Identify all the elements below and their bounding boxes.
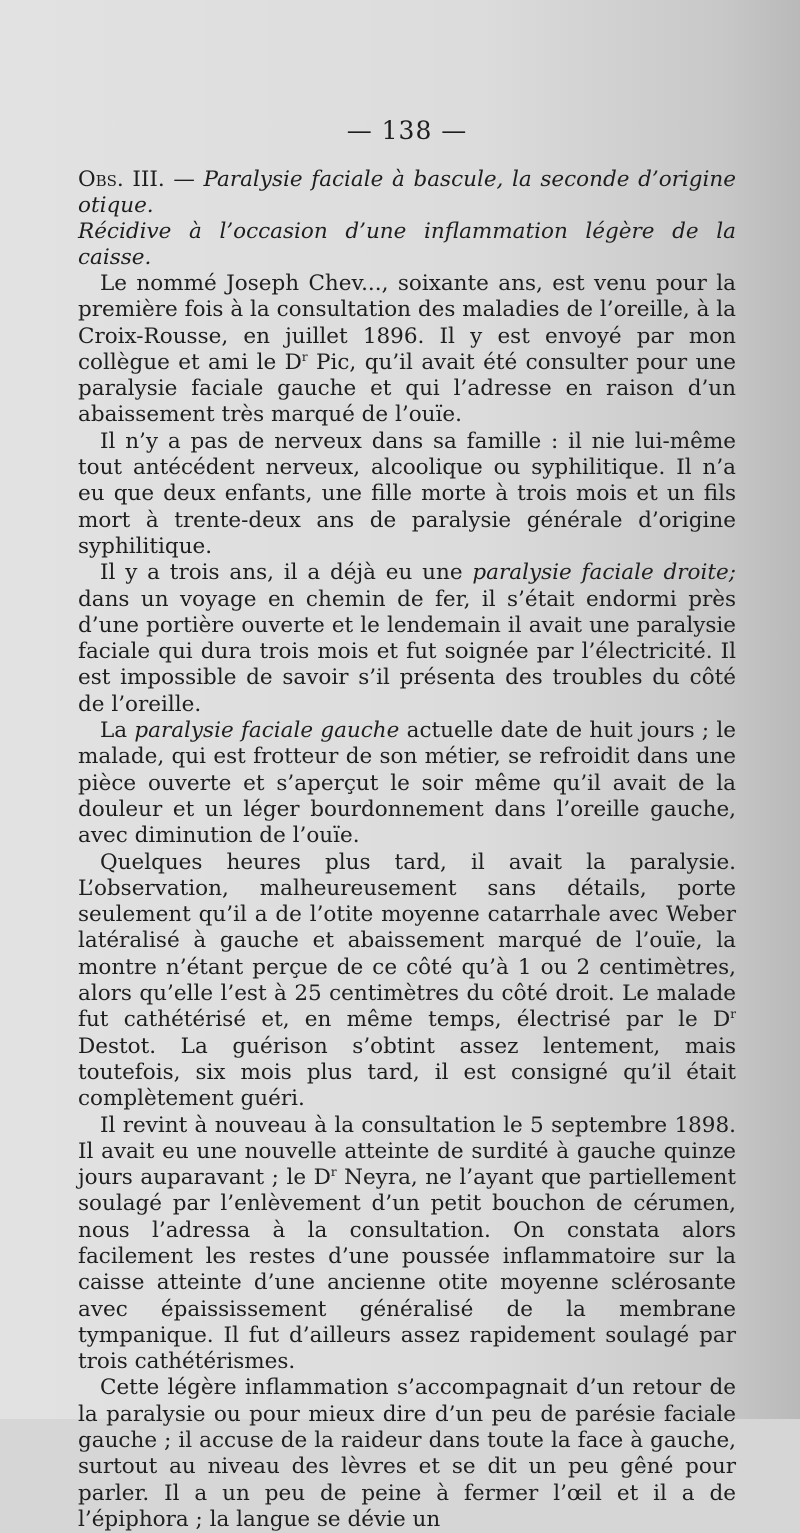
text-segment: Neyra, ne l’ayant que partiellement soulagé par l’enlèvement d’un petit bouchon de cérumen, nous l’adressa à la consultation. On constata alors facilement les restes d’une poussée inflammatoire sur la caisse atteinte d’une ancienne otite moyenne sclérosante avec épaississement généralisé de la membrane tympanique. Il fut d’ailleurs assez rapidement soulagé par trois cathétérismes. [78,1165,737,1375]
text-segment: Quelques heures plus tard, il avait la paralysie. L’observation, malheureusement sans détails, porte seulement qu’il a de l’otite moyenne catarrhale avec Weber latéralisé à gauche et abaissement marqué de l’ouïe, la montre n’étant perçue de ce côté qu’à 1 ou 2 centimètres, alors qu’elle l’est à 25 centimètres du côté droit. Le malade fut cathétérisé et, en même temps, électrisé par le D [78,849,736,1033]
body-paragraph [78,560,736,718]
observation-subtitle: Récidive à l’occasion d’une inflammation légère de la caisse. [78,219,736,270]
italic-text: paralysie faciale gauche [134,718,400,744]
italic-text: paralysie faciale droite; [472,560,736,586]
body-text [78,271,736,1533]
body-paragraph [78,1375,736,1533]
text-segment: Il revint à nouveau à la consultation le 5 septembre 1898. Il avait eu une nouvelle atteinte de surdité à gauche quinze jours auparavant ; le D [78,1112,736,1191]
observation-heading [78,167,736,271]
superscript-text: r [301,349,308,364]
text-segment: Le nommé Joseph Chev..., soixante ans, est venu pour la première fois à la consultation des maladies de l’oreille, à la Croix-Rousse, en juillet 1896. Il y est envoyé par mon collègue et ami le D [78,271,736,375]
text-segment: La [100,718,135,744]
text-segment: dans un voyage en chemin de fer, il s’était endormi près d’une portière ouverte et le lendemain il avait une paralysie faciale qui dura trois mois et fut soignée par l’électricité. Il est impossible de savoir s’il présenta des troubles du côté de l’oreille. [78,586,736,717]
text-segment: Cette légère inflammation s’accompagnait d’un retour de la paralysie ou pour mieux dire d’un peu de parésie faciale gauche ; il accuse de la raideur dans toute la face à gauche, surtout au niveau des lèvres et se dit un peu gêné pour parler. Il a un peu de peine à fermer l’œil et il a de l’épiphora ; la langue se dévie un [78,1375,736,1532]
superscript-text: r [730,1007,736,1022]
text-segment: Pic, qu’il avait été consulter pour une paralysie faciale gauche et qui l’adresse en raison d’un abaissement très marqué de l’ouïe. [78,349,736,428]
text-segment: Il n’y a pas de nerveux dans sa famille : il nie lui-même tout antécédent nerveux, alcoolique ou syphilitique. Il n’a eu que deux enfants, une fille morte à trois mois et un fils mort à trente-deux ans de paralysie générale d’origine syphilitique. [78,428,736,559]
body-paragraph [78,429,736,560]
body-paragraph [78,1113,736,1376]
text-segment: actuelle date de huit jours ; le malade, qui est frotteur de son métier, se refroidit dans une pièce ouverte et s’aperçut le soir même qu’il avait de la douleur et un léger bourdonnement dans l’oreille gauche, avec diminution de l’ouïe. [78,718,736,849]
body-paragraph [78,271,736,429]
superscript-text: r [330,1165,337,1180]
observation-label: Obs. III. — [78,167,204,192]
text-segment: Il y a trois ans, il a déjà eu une [100,560,473,586]
text-segment: Destot. La guérison s’obtint assez lentement, mais toutefois, six mois plus tard, il est consigné qu’il était complètement guéri. [78,1033,736,1112]
body-paragraph [78,718,736,849]
body-paragraph [78,850,736,1113]
page-number: — 138 — [346,116,468,145]
observation-title: Paralysie faciale à bascule, la seconde d’origine otique. [78,167,736,218]
